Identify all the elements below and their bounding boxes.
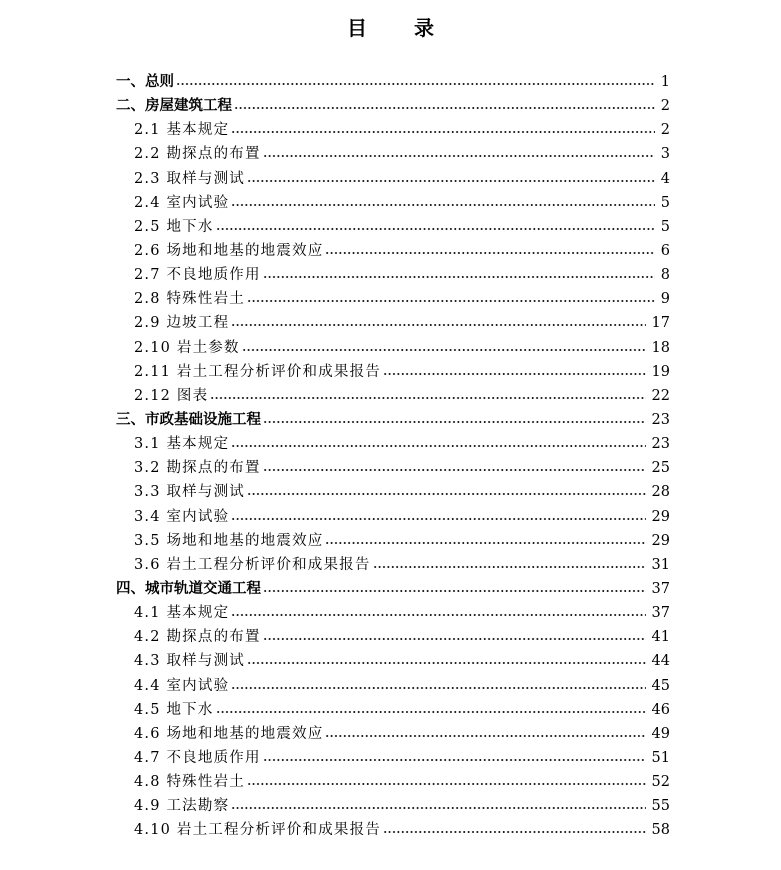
toc-page-number: 44 — [651, 653, 670, 670]
toc-section-row[interactable] — [0, 770, 781, 794]
toc-page-number: 28 — [651, 484, 670, 501]
toc-section-row[interactable] — [0, 287, 781, 311]
dot-leader — [383, 831, 646, 833]
dot-leader — [247, 493, 646, 495]
toc-page-number: 4 — [660, 170, 670, 187]
toc-section-row[interactable] — [0, 480, 781, 504]
dot-leader — [263, 421, 646, 423]
toc-section-row[interactable] — [0, 505, 781, 529]
toc-page-number: 3 — [660, 146, 670, 163]
dot-leader — [210, 397, 646, 399]
dot-leader — [263, 590, 646, 592]
toc-section-row[interactable] — [0, 239, 781, 263]
dot-leader — [242, 349, 646, 351]
dot-leader — [263, 155, 655, 157]
toc-entry-label: 2.8 特殊性岩土 — [134, 291, 245, 308]
toc-entry-label: 2.3 取样与测试 — [134, 170, 245, 187]
toc-entry-label: 4.1 基本规定 — [134, 605, 230, 622]
toc-section-row[interactable] — [0, 698, 781, 722]
toc-chapter-row[interactable] — [0, 408, 781, 432]
dot-leader — [231, 807, 646, 809]
dot-leader — [325, 252, 655, 254]
toc-page-number: 41 — [651, 629, 670, 646]
toc-page-number: 5 — [660, 194, 670, 211]
toc-page-number: 58 — [651, 822, 670, 839]
toc-entry-label: 4.6 场地和地基的地震效应 — [134, 725, 324, 742]
toc-entry-label: 三、市政基础设施工程 — [116, 411, 261, 428]
toc-entry-label: 4.2 勘探点的布置 — [134, 629, 261, 646]
toc-entry-label: 4.4 室内试验 — [134, 677, 230, 694]
toc-section-row[interactable] — [0, 818, 781, 842]
toc-chapter-row[interactable] — [0, 577, 781, 601]
toc-page-number: 25 — [651, 460, 670, 477]
toc-section-row[interactable] — [0, 336, 781, 360]
toc-page-number: 23 — [651, 436, 670, 453]
toc-entry-label: 4.10 岩土工程分析评价和成果报告 — [134, 822, 381, 839]
toc-section-row[interactable] — [0, 215, 781, 239]
dot-leader — [247, 783, 646, 785]
dot-leader — [263, 276, 655, 278]
dot-leader — [231, 614, 646, 616]
toc-entry-label: 2.6 场地和地基的地震效应 — [134, 242, 324, 259]
toc-entry-label: 2.5 地下水 — [134, 218, 214, 235]
dot-leader — [231, 324, 646, 326]
dot-leader — [231, 131, 655, 133]
toc-section-row[interactable] — [0, 794, 781, 818]
dot-leader — [263, 469, 646, 471]
toc-section-row[interactable] — [0, 649, 781, 673]
toc-page-number: 9 — [660, 291, 670, 308]
toc-entry-label: 2.11 岩土工程分析评价和成果报告 — [134, 363, 381, 380]
toc-entry-label: 四、城市轨道交通工程 — [116, 580, 261, 597]
dot-leader — [247, 300, 655, 302]
toc-chapter-row[interactable] — [0, 94, 781, 118]
toc-section-row[interactable] — [0, 456, 781, 480]
toc-page-number: 52 — [651, 774, 670, 791]
toc-entry-label: 3.5 场地和地基的地震效应 — [134, 532, 324, 549]
dot-leader — [247, 662, 646, 664]
toc-page-number: 8 — [660, 267, 670, 284]
dot-leader — [263, 759, 646, 761]
toc-page-number: 23 — [651, 411, 670, 428]
dot-leader — [234, 107, 655, 109]
toc-entry-label: 2.2 勘探点的布置 — [134, 146, 261, 163]
dot-leader — [325, 735, 646, 737]
toc-section-row[interactable] — [0, 553, 781, 577]
dot-leader — [373, 566, 646, 568]
dot-leader — [231, 204, 655, 206]
toc-entry-label: 4.8 特殊性岩土 — [134, 774, 245, 791]
toc-section-row[interactable] — [0, 142, 781, 166]
toc-entry-label: 4.3 取样与测试 — [134, 653, 245, 670]
toc-entry-label: 2.7 不良地质作用 — [134, 267, 261, 284]
toc-entry-label: 二、房屋建筑工程 — [116, 98, 232, 115]
table-of-contents — [0, 70, 781, 843]
toc-chapter-row[interactable] — [0, 70, 781, 94]
toc-page-number: 5 — [660, 218, 670, 235]
toc-section-row[interactable] — [0, 191, 781, 215]
toc-section-row[interactable] — [0, 311, 781, 335]
dot-leader — [231, 518, 646, 520]
toc-page-number: 29 — [651, 508, 670, 525]
dot-leader — [383, 373, 646, 375]
toc-page-number: 6 — [660, 242, 670, 259]
toc-entry-label: 4.5 地下水 — [134, 701, 214, 718]
toc-entry-label: 4.7 不良地质作用 — [134, 749, 261, 766]
toc-entry-label: 2.4 室内试验 — [134, 194, 230, 211]
toc-entry-label: 3.1 基本规定 — [134, 436, 230, 453]
toc-section-row[interactable] — [0, 674, 781, 698]
dot-leader — [216, 228, 655, 230]
toc-entry-label: 2.9 边坡工程 — [134, 315, 230, 332]
toc-page-number: 29 — [651, 532, 670, 549]
toc-page-number: 18 — [651, 339, 670, 356]
toc-section-row[interactable] — [0, 432, 781, 456]
toc-section-row[interactable] — [0, 529, 781, 553]
toc-entry-label: 一、总则 — [116, 74, 174, 90]
dot-leader — [176, 83, 655, 85]
toc-entry-label: 3.6 岩土工程分析评价和成果报告 — [134, 556, 371, 573]
toc-section-row[interactable] — [0, 167, 781, 191]
toc-entry-label: 4.9 工法勘察 — [134, 798, 230, 815]
toc-page-number: 37 — [651, 605, 670, 622]
toc-page-number: 55 — [651, 798, 670, 815]
toc-section-row[interactable] — [0, 601, 781, 625]
toc-page-number: 45 — [651, 677, 670, 694]
toc-page-number: 46 — [651, 701, 670, 718]
toc-page-number: 22 — [651, 387, 670, 404]
toc-page-number: 49 — [651, 725, 670, 742]
toc-page-number: 2 — [660, 98, 670, 115]
dot-leader — [216, 711, 646, 713]
toc-section-row[interactable] — [0, 722, 781, 746]
toc-page-number: 31 — [651, 556, 670, 573]
toc-section-row[interactable] — [0, 360, 781, 384]
toc-entry-label: 2.12 图表 — [134, 387, 209, 404]
toc-section-row[interactable] — [0, 384, 781, 408]
toc-entry-label: 3.3 取样与测试 — [134, 484, 245, 501]
toc-section-row[interactable] — [0, 746, 781, 770]
toc-page-number: 17 — [651, 315, 670, 332]
toc-entry-label: 2.1 基本规定 — [134, 122, 230, 139]
toc-page-number: 37 — [651, 580, 670, 597]
dot-leader — [263, 638, 646, 640]
toc-page-number: 1 — [660, 74, 670, 90]
toc-page-number: 51 — [651, 749, 670, 766]
dot-leader — [325, 542, 646, 544]
dot-leader — [231, 687, 646, 689]
toc-entry-label: 3.4 室内试验 — [134, 508, 230, 525]
dot-leader — [247, 180, 655, 182]
toc-section-row[interactable] — [0, 118, 781, 142]
page-title: 目 录 — [347, 16, 454, 40]
toc-page-number: 2 — [660, 122, 670, 139]
toc-entry-label: 2.10 岩土参数 — [134, 339, 240, 356]
toc-entry-label: 3.2 勘探点的布置 — [134, 460, 261, 477]
toc-page-number: 19 — [651, 363, 670, 380]
toc-section-row[interactable] — [0, 263, 781, 287]
toc-section-row[interactable] — [0, 625, 781, 649]
dot-leader — [231, 445, 646, 447]
